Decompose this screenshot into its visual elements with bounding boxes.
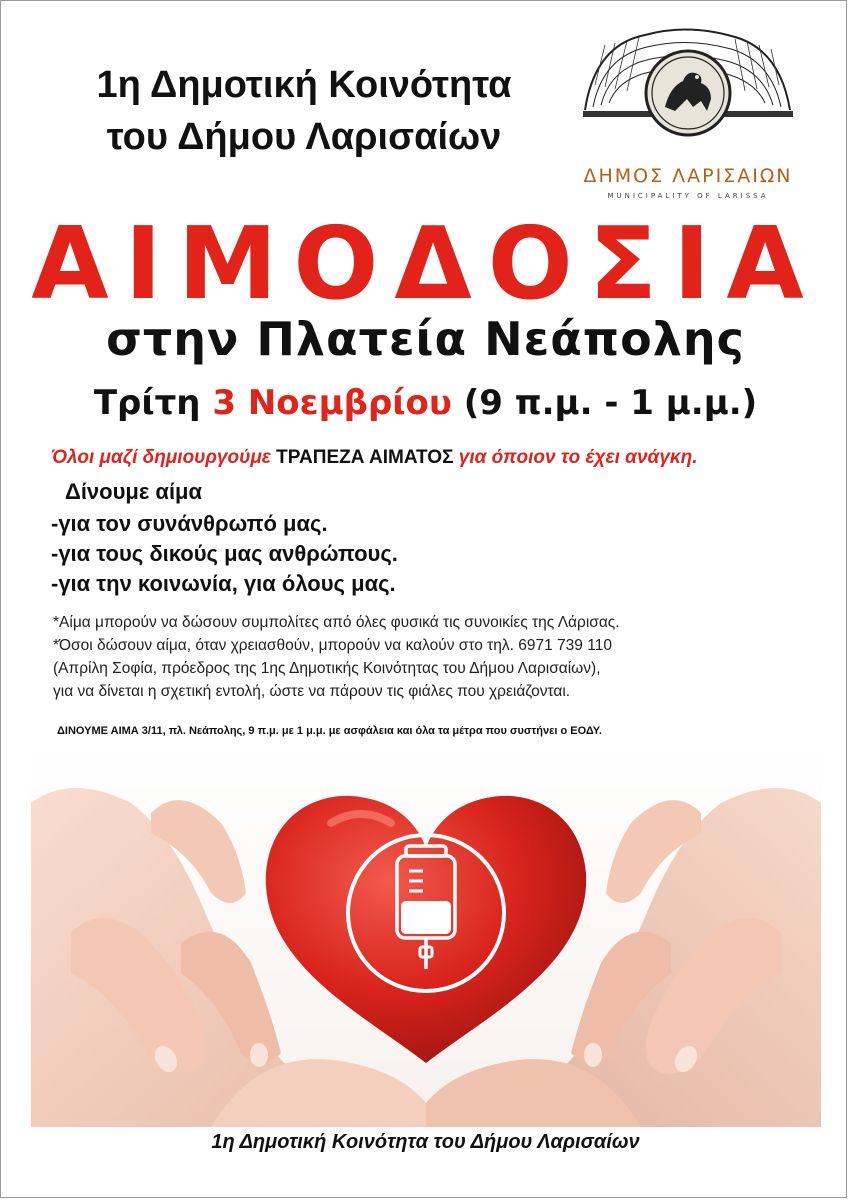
tagline-part2: ΤΡΑΠΕΖΑ ΑΙΜΑΤΟΣ <box>276 447 454 468</box>
municipality-logo <box>575 15 801 205</box>
municipality-seal-icon <box>575 15 801 165</box>
tagline-part1: Όλοι μαζί δημιουργούμε <box>51 447 271 468</box>
hands-holding-heart-illustration <box>31 743 821 1127</box>
note-line: *Όσοι δώσουν αίμα, όταν χρειασθούν, μπορούν να καλούν στο τηλ. 6971 739 110 <box>53 637 612 654</box>
event-date-line <box>1 383 847 423</box>
event-hours: (9 π.μ. - 1 μ.μ.) <box>463 383 758 423</box>
note-line: (Απρίλη Σοφία, πρόεδρος της 1ης Δημοτικής Κοινότητας του Δήμου Λαρισαίων), <box>53 660 601 677</box>
tagline-part3: για όποιον το έχει ανάγκη. <box>458 447 698 468</box>
logo-subtitle: MUNICIPALITY OF LARISSA <box>607 192 769 200</box>
note-line: για να δίνεται η σχετική εντολή, ώστε να πάρουν τις φιάλες που χρειάζονται. <box>53 683 571 700</box>
tagline <box>51 447 831 469</box>
give-blood-heading: Δίνουμε αίμα <box>65 479 203 504</box>
event-day: Τρίτη <box>93 383 201 423</box>
notes <box>53 611 813 703</box>
list-item: -για τον συνάνθρωπό μας. <box>51 511 328 536</box>
organization-title-line1: 1η Δημοτική Κοινότητα <box>96 64 512 106</box>
logo-name: ΔΗΜΟΣ ΛΑΡΙΣΑΙΩΝ <box>583 165 793 187</box>
organization-title-line2: του Δήμου Λαρισαίων <box>106 116 502 158</box>
list-item: -για τους δικούς μας ανθρώπους. <box>51 541 398 566</box>
event-location: στην Πλατεία Νεάπολης <box>106 312 745 366</box>
list-item: -για την κοινωνία, για όλους μας. <box>51 571 396 596</box>
event-date: 3 Νοεμβρίου <box>212 383 452 423</box>
summary-note: ΔΙΝΟΥΜΕ ΑΙΜΑ 3/11, πλ. Νεάπολης, 9 π.μ. με 1 μ.μ. με ασφάλεια και όλα τα μέτρα που συστήνει ο ΕΟΔΥ. <box>57 725 602 737</box>
footer: 1η Δημοτική Κοινότητα του Δήμου Λαρισαίων <box>211 1131 640 1153</box>
hands-heart-image <box>31 743 821 1127</box>
organization-title <box>49 59 559 163</box>
purposes-list <box>51 509 398 599</box>
note-line: *Αίμα μπορούν να δώσουν συμπολίτες από όλες φυσικά τις συνοικίες της Λάρισας. <box>53 614 620 631</box>
event-title: ΑΙΜΟΔΟΣΙΑ <box>31 205 820 322</box>
